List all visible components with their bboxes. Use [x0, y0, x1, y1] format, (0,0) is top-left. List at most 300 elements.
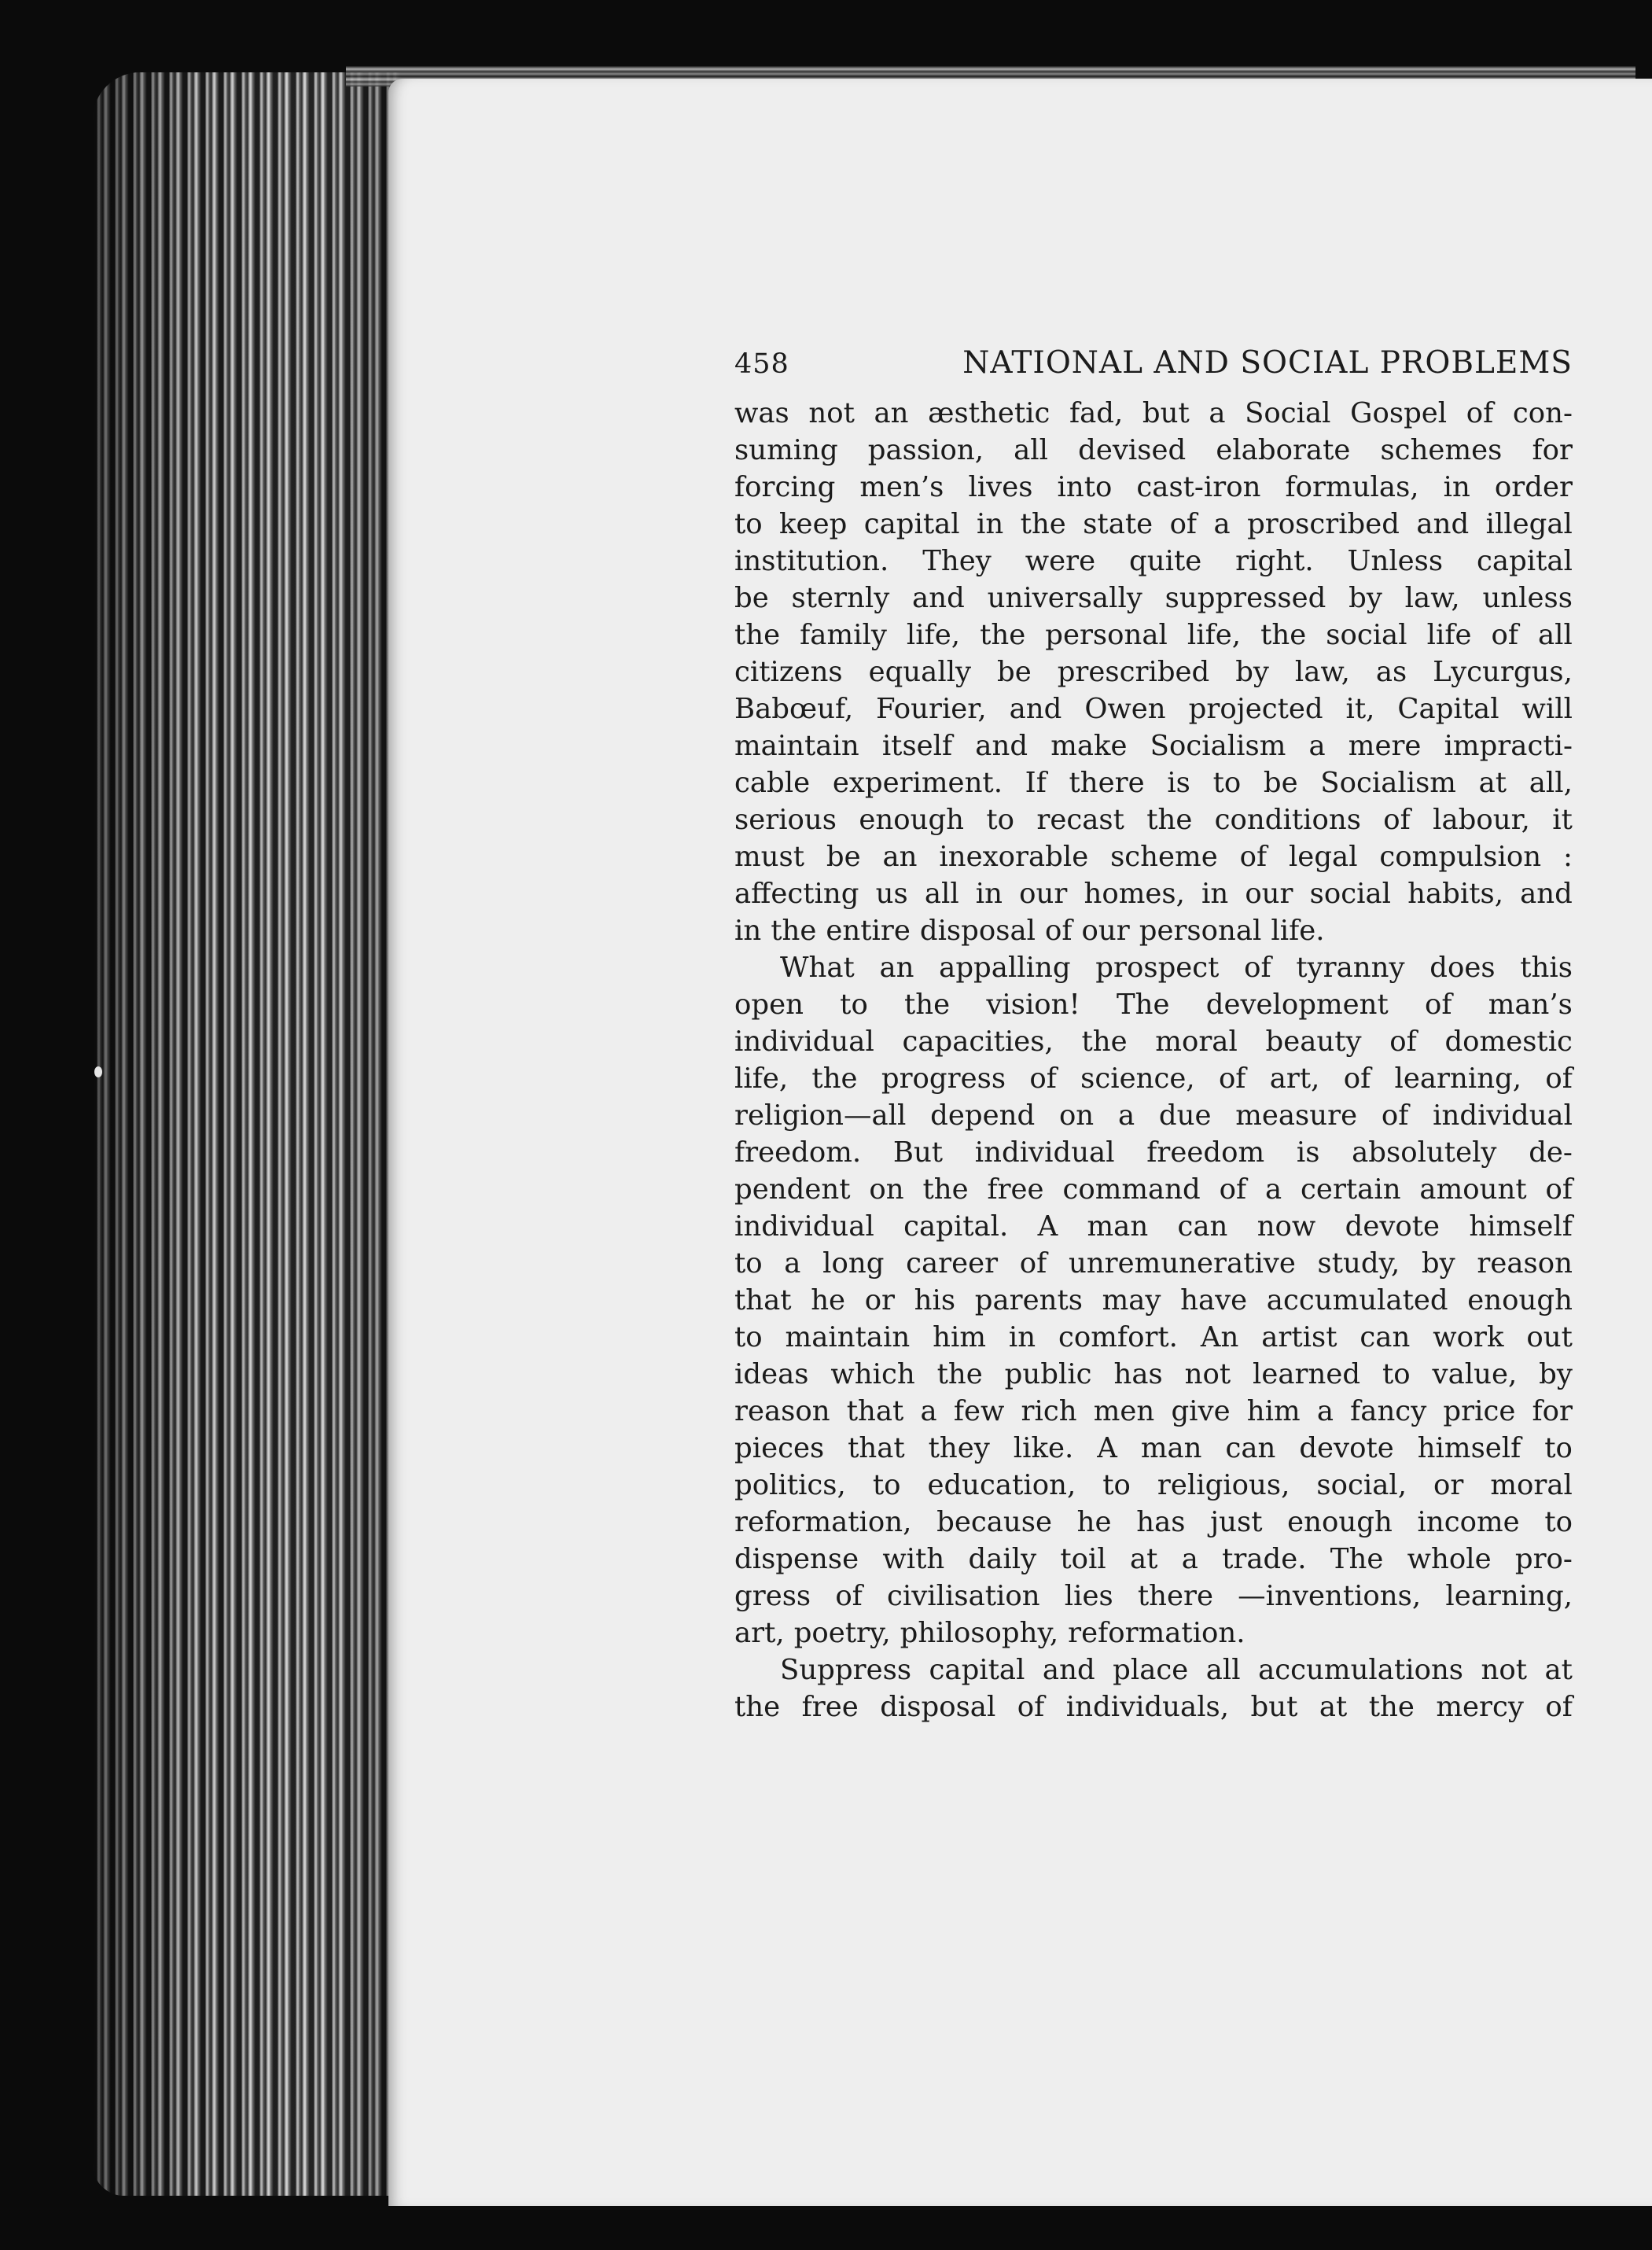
word: labour,	[1433, 804, 1530, 836]
word: is	[1296, 1136, 1320, 1169]
word: social	[1309, 878, 1391, 910]
word: him	[933, 1321, 987, 1353]
word: amount	[1419, 1173, 1527, 1206]
word: fancy	[1350, 1395, 1427, 1427]
word: personal	[1045, 619, 1168, 651]
word: they	[928, 1432, 990, 1464]
word: of	[1466, 397, 1494, 429]
word: learning,	[1394, 1062, 1522, 1095]
text-line	[734, 1319, 1573, 1356]
word: to	[1382, 1358, 1411, 1390]
word: ideas	[734, 1358, 809, 1390]
word: entire	[826, 915, 911, 947]
text-line	[734, 1060, 1573, 1097]
word: at	[1478, 767, 1507, 799]
word: an	[874, 397, 909, 429]
word: by	[1348, 582, 1382, 614]
word: by	[1539, 1358, 1573, 1390]
word: to	[840, 989, 868, 1021]
text-line	[734, 1171, 1573, 1208]
word: freedom.	[734, 1136, 862, 1169]
word: career	[906, 1247, 999, 1280]
word: reformation.	[1068, 1617, 1245, 1649]
word: maintain	[785, 1321, 911, 1353]
word: of	[1017, 1691, 1045, 1723]
word: unless	[1482, 582, 1573, 614]
word: of	[1389, 1026, 1417, 1058]
word: law,	[1404, 582, 1460, 614]
word: civilisation	[887, 1580, 1040, 1612]
word: life,	[906, 619, 961, 651]
word: out	[1526, 1321, 1573, 1353]
word: this	[1520, 952, 1573, 984]
word: enough	[1287, 1506, 1393, 1538]
word: disposal	[919, 915, 1036, 947]
word: learned	[1253, 1358, 1361, 1390]
word: formulas,	[1285, 471, 1419, 503]
word: If	[1025, 767, 1047, 799]
word: be	[826, 841, 861, 873]
word: in	[1201, 878, 1229, 910]
word: Lycurgus,	[1433, 656, 1573, 688]
word: the	[1020, 508, 1066, 540]
word: to	[734, 1321, 763, 1353]
word: whole	[1407, 1543, 1492, 1575]
word: inexorable	[939, 841, 1089, 873]
text-line	[734, 912, 1573, 949]
word: philosophy,	[900, 1617, 1059, 1649]
word: compulsion	[1379, 841, 1542, 873]
word: capital	[1477, 545, 1573, 577]
word: and	[1009, 693, 1062, 725]
word: poetry,	[793, 1617, 891, 1649]
word: value,	[1432, 1358, 1518, 1390]
word: progress	[881, 1062, 1006, 1095]
word: in	[1008, 1321, 1036, 1353]
word: our	[1245, 878, 1293, 910]
word: has	[1113, 1358, 1163, 1390]
word: schemes	[1380, 434, 1503, 466]
word: con-	[1512, 397, 1573, 429]
word: æsthetic	[928, 397, 1050, 429]
word: comfort.	[1058, 1321, 1178, 1353]
word: capital	[863, 508, 960, 540]
word: beauty	[1265, 1026, 1362, 1058]
word: accumulations	[1258, 1654, 1464, 1686]
word: into	[1057, 471, 1113, 503]
word: of	[1244, 952, 1271, 984]
word: measure	[1235, 1099, 1358, 1132]
word: What	[780, 952, 855, 984]
word: A	[1037, 1210, 1058, 1243]
word: on	[1058, 1099, 1095, 1132]
word: it	[1552, 804, 1573, 836]
word: rich	[1021, 1395, 1077, 1427]
word: of	[1545, 1062, 1573, 1095]
word: which	[830, 1358, 915, 1390]
word: appalling	[939, 952, 1071, 984]
word: a	[784, 1247, 801, 1280]
word: on	[869, 1173, 904, 1206]
word: pendent	[734, 1173, 851, 1206]
word: like.	[1013, 1432, 1074, 1464]
word: to	[734, 508, 763, 540]
word: of	[1491, 619, 1518, 651]
word: gress	[734, 1580, 811, 1612]
word: men’s	[859, 471, 944, 503]
word: of	[835, 1580, 863, 1612]
word: command	[1062, 1173, 1201, 1206]
running-title: NATIONAL AND SOCIAL PROBLEMS	[962, 345, 1573, 381]
word: but	[1250, 1691, 1298, 1723]
word: conditions	[1214, 804, 1361, 836]
text-line	[734, 432, 1573, 469]
word: quite	[1129, 545, 1202, 577]
word: him	[1246, 1395, 1301, 1427]
word: himself	[1469, 1210, 1573, 1243]
word: artist	[1261, 1321, 1337, 1353]
word: a	[1308, 730, 1326, 762]
word: fad,	[1069, 397, 1124, 429]
word: projected	[1188, 693, 1323, 725]
word: at	[1130, 1543, 1158, 1575]
word: that	[846, 1395, 904, 1427]
word: he	[1076, 1506, 1112, 1538]
text-line	[734, 1245, 1573, 1282]
word: a	[1316, 1395, 1334, 1427]
text-line	[734, 1615, 1573, 1652]
word: the	[1081, 1026, 1128, 1058]
page-edges-shadow	[93, 72, 401, 2196]
text-line	[734, 617, 1573, 654]
word: of	[1219, 1173, 1247, 1206]
word: pieces	[734, 1432, 825, 1464]
word: individual	[734, 1026, 874, 1058]
text-block	[734, 344, 1573, 1725]
word: reason	[734, 1395, 830, 1427]
word: keep	[779, 508, 848, 540]
word: enough	[859, 804, 965, 836]
word: religious,	[1157, 1469, 1290, 1501]
text-line	[734, 986, 1573, 1023]
word: that	[848, 1432, 905, 1464]
word: be	[997, 656, 1032, 688]
word: recast	[1036, 804, 1124, 836]
text-line	[734, 1393, 1573, 1430]
word: long	[822, 1247, 885, 1280]
word: men	[1093, 1395, 1155, 1427]
word: with	[882, 1543, 945, 1575]
word: not	[808, 397, 855, 429]
word: price	[1443, 1395, 1516, 1427]
word: be	[1263, 767, 1298, 799]
text-line	[734, 838, 1573, 875]
word: us	[875, 878, 908, 910]
word: there	[1069, 767, 1145, 799]
word: prospect	[1095, 952, 1220, 984]
word: the	[734, 1691, 781, 1723]
word: or	[1433, 1469, 1464, 1501]
word: freedom	[1146, 1136, 1265, 1169]
edge-mark	[94, 1066, 102, 1077]
word: The	[1117, 989, 1170, 1021]
word: few	[953, 1395, 1005, 1427]
word: The	[1330, 1543, 1384, 1575]
word: all,	[1529, 767, 1573, 799]
text-line	[734, 875, 1573, 912]
word: of	[1019, 1247, 1047, 1280]
word: law,	[1294, 656, 1350, 688]
text-line	[734, 1023, 1573, 1060]
word: to	[986, 804, 1015, 836]
word: an	[882, 841, 918, 873]
word: But	[892, 1136, 944, 1169]
word: the	[904, 989, 951, 1021]
word: was	[734, 397, 789, 429]
word: citizens	[734, 656, 843, 688]
word: to	[1212, 767, 1242, 799]
word: education,	[927, 1469, 1076, 1501]
word: cast-iron	[1136, 471, 1261, 503]
word: Socialism	[1150, 730, 1286, 762]
word: serious	[734, 804, 837, 836]
word: social	[1326, 619, 1407, 651]
text-line	[734, 1688, 1573, 1725]
word: must	[734, 841, 805, 873]
word: man	[1140, 1432, 1202, 1464]
word: domestic	[1444, 1026, 1573, 1058]
word: de-	[1529, 1136, 1573, 1169]
word: by	[1235, 656, 1269, 688]
word: daily	[968, 1543, 1037, 1575]
word: to	[1544, 1432, 1573, 1464]
word: not	[1481, 1654, 1528, 1686]
word: Owen	[1084, 693, 1166, 725]
word: life	[1426, 619, 1472, 651]
word: toil	[1060, 1543, 1106, 1575]
word: work	[1433, 1321, 1504, 1353]
word: pro-	[1514, 1543, 1573, 1575]
word: order	[1494, 471, 1573, 503]
text-line	[734, 949, 1573, 986]
word: Gospel	[1350, 397, 1448, 429]
word: a	[1213, 508, 1231, 540]
text-line	[734, 764, 1573, 801]
word: reason	[1477, 1247, 1573, 1280]
word: dispense	[734, 1543, 859, 1575]
text-line	[734, 801, 1573, 838]
word: of	[1029, 1062, 1057, 1095]
word: family	[800, 619, 887, 651]
word: Socialism	[1320, 767, 1456, 799]
word: individuals,	[1065, 1691, 1230, 1723]
word: a	[1117, 1099, 1135, 1132]
word: of	[1239, 841, 1268, 873]
text-line	[734, 1282, 1573, 1319]
word: —inventions,	[1238, 1580, 1422, 1612]
word: mere	[1348, 730, 1422, 762]
word: the	[734, 619, 781, 651]
word: homes,	[1084, 878, 1185, 910]
word: life,	[734, 1062, 789, 1095]
word: not	[1184, 1358, 1231, 1390]
word: A	[1097, 1432, 1117, 1464]
word: the	[1368, 1691, 1415, 1723]
word: of	[1169, 508, 1198, 540]
word: a	[920, 1395, 937, 1427]
word: religion—all	[734, 1099, 907, 1132]
word: parents	[974, 1284, 1083, 1316]
word: at	[1319, 1691, 1348, 1723]
text-line	[734, 543, 1573, 580]
word: politics,	[734, 1469, 846, 1501]
word: universally	[987, 582, 1142, 614]
word: the	[922, 1173, 969, 1206]
word: moral	[1155, 1026, 1238, 1058]
word: open	[734, 989, 804, 1021]
word: the	[936, 1358, 983, 1390]
word: the	[811, 1062, 858, 1095]
word: maintain	[734, 730, 859, 762]
word: by	[1421, 1247, 1455, 1280]
word: income	[1417, 1506, 1520, 1538]
text-line	[734, 1430, 1573, 1467]
word: scheme	[1110, 841, 1218, 873]
word: the	[771, 915, 817, 947]
page-number: 458	[734, 348, 789, 380]
word: of	[1218, 1062, 1246, 1095]
word: affecting	[734, 878, 859, 910]
word: there	[1137, 1580, 1213, 1612]
body-text	[734, 395, 1573, 1725]
word: that	[734, 1284, 792, 1316]
word: a	[1265, 1173, 1282, 1206]
word: in	[1443, 471, 1470, 503]
word: of	[1343, 1062, 1371, 1095]
word: art,	[734, 1617, 785, 1649]
text-line	[734, 1097, 1573, 1134]
text-line	[734, 1134, 1573, 1171]
word: the	[1146, 804, 1193, 836]
word: it,	[1345, 693, 1375, 725]
word: of	[1545, 1173, 1573, 1206]
word: vision!	[986, 989, 1080, 1021]
word: legal	[1288, 841, 1358, 873]
word: public	[1004, 1358, 1092, 1390]
word: himself	[1417, 1432, 1521, 1464]
text-line	[734, 1541, 1573, 1578]
word: science,	[1080, 1062, 1195, 1095]
word: as	[1375, 656, 1407, 688]
word: all	[1014, 434, 1048, 466]
word: right.	[1235, 545, 1314, 577]
word: in	[975, 878, 1003, 910]
word: or	[864, 1284, 896, 1316]
word: does	[1429, 952, 1496, 984]
word: and	[1520, 878, 1573, 910]
word: in	[734, 915, 762, 947]
word: can	[1359, 1321, 1411, 1353]
word: mercy	[1436, 1691, 1524, 1723]
word: reformation,	[734, 1506, 912, 1538]
word: impracti-	[1444, 730, 1573, 762]
word: the	[1260, 619, 1307, 651]
running-head	[734, 344, 1573, 395]
word: cable	[734, 767, 811, 799]
word: will	[1521, 693, 1573, 725]
word: illegal	[1485, 508, 1573, 540]
text-line	[734, 1504, 1573, 1541]
word: They	[922, 545, 992, 577]
word: all	[924, 878, 959, 910]
word: can	[1225, 1432, 1276, 1464]
word: social,	[1316, 1469, 1407, 1501]
word: and	[1416, 508, 1470, 540]
word: a	[1181, 1543, 1198, 1575]
word: depend	[930, 1099, 1036, 1132]
word: Suppress	[780, 1654, 912, 1686]
text-line	[734, 690, 1573, 727]
word: due	[1158, 1099, 1212, 1132]
word: proscribed	[1247, 508, 1400, 540]
word: all	[1538, 619, 1573, 651]
word: of	[1545, 1691, 1573, 1723]
word: capital	[929, 1654, 1025, 1686]
word: prescribed	[1057, 656, 1210, 688]
word: the	[980, 619, 1026, 651]
word: just	[1210, 1506, 1263, 1538]
word: learning,	[1445, 1580, 1573, 1612]
word: of	[1425, 989, 1452, 1021]
word: and	[975, 730, 1028, 762]
word: study,	[1317, 1247, 1400, 1280]
word: lies	[1064, 1580, 1113, 1612]
word: state	[1083, 508, 1153, 540]
text-line	[734, 506, 1573, 543]
text-line	[734, 1467, 1573, 1504]
word: Social	[1245, 397, 1331, 429]
word: individual	[734, 1210, 874, 1243]
word: he	[811, 1284, 846, 1316]
word: for	[1532, 434, 1573, 466]
word: certain	[1301, 1173, 1401, 1206]
word: may	[1102, 1284, 1161, 1316]
word: lives	[968, 471, 1033, 503]
word: free	[801, 1691, 859, 1723]
word: to	[1544, 1506, 1573, 1538]
text-line	[734, 469, 1573, 506]
word: accumulated	[1266, 1284, 1448, 1316]
word: because	[936, 1506, 1052, 1538]
word: passion,	[867, 434, 984, 466]
text-line	[734, 1208, 1573, 1245]
word: capital.	[903, 1210, 1009, 1243]
book-page	[388, 79, 1652, 2206]
word: give	[1171, 1395, 1231, 1427]
word: has	[1136, 1506, 1186, 1538]
word: moral	[1490, 1469, 1573, 1501]
word: life.	[1271, 915, 1325, 947]
word: and	[912, 582, 965, 614]
word: devote	[1345, 1210, 1440, 1243]
word: individual	[974, 1136, 1115, 1169]
word: now	[1256, 1210, 1316, 1243]
word: elaborate	[1216, 434, 1351, 466]
word: Babœuf,	[734, 693, 854, 725]
text-line	[734, 1356, 1573, 1393]
word: devote	[1299, 1432, 1394, 1464]
word: suming	[734, 434, 838, 466]
